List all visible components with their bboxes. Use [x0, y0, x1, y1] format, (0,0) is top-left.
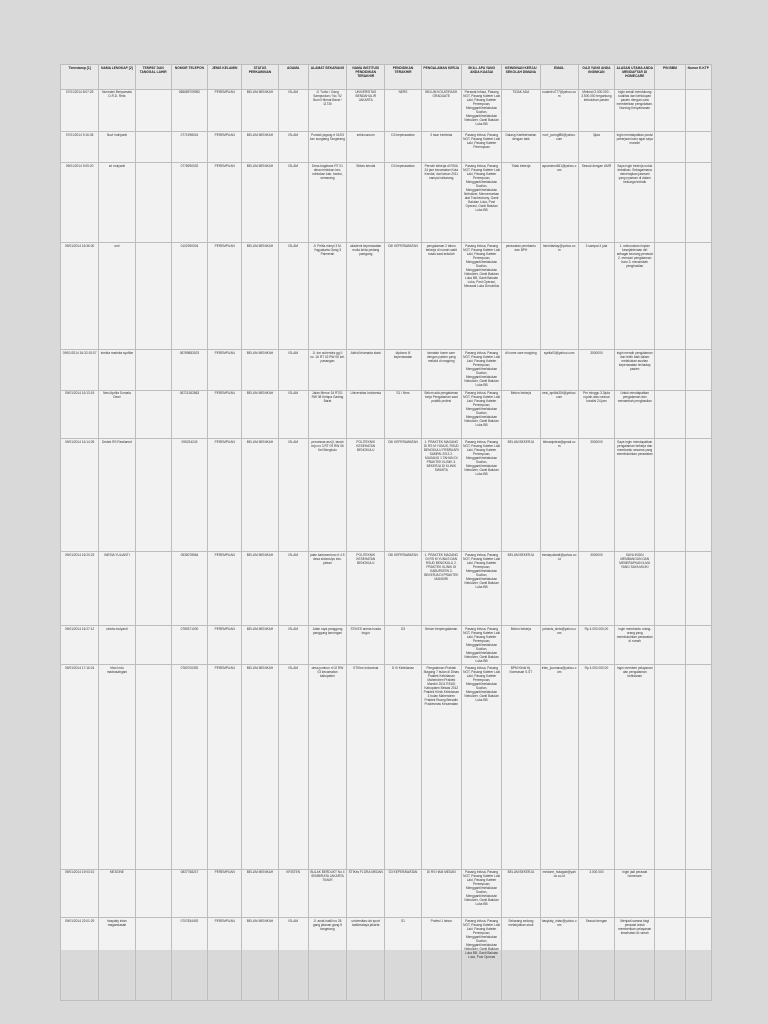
table-cell: PEREMPUAN [208, 439, 242, 552]
table-cell: ISLAM [278, 89, 308, 132]
table-cell: ISLAM [278, 439, 308, 552]
table-cell: Saya ingin bekerja untuk kebaikan, Sebagaimana menerapkan jasmani yang nyaman di dalam keluarga terbaik [615, 162, 655, 243]
table-cell: Pasang Infusa, Pasang NGT, Pasang Kateter Laki Laki, Pasang Kateter Perempuan, Mengganti/melakukan Suction, Mengganti/melakukan Nebulizer, Ganti Balutan Luka BB [461, 869, 501, 918]
table-cell: BULAK BERDUKT No 4 SEMBIRATA JAKARTA TIMUR [308, 869, 346, 918]
table-cell: NERS [385, 89, 421, 132]
table-cell: BELUM MENIKAH [242, 390, 278, 439]
table-cell [135, 89, 171, 132]
table-cell: Belum berpengalaman [421, 626, 461, 665]
table-cell: Dedek RS Restianed [99, 439, 135, 552]
table-cell: Akbid bhamada slawi [347, 349, 385, 390]
column-header: NAMA LENGKAP [2] [99, 65, 135, 90]
table-cell: Belum bekerja [502, 390, 540, 439]
table-row [61, 664, 712, 869]
column-header: TEMPAT DAN TANGGAL LAHIR [135, 65, 171, 90]
table-cell: DIII KEPERAWATAN [385, 551, 421, 626]
table-cell: 09/01/2014 16:20:23 [61, 551, 99, 626]
table-cell: ingin meraih pengalaman dan lebih baik dalam melakukan asuhan keperawatan terhadap pasien [615, 349, 655, 390]
table-cell: Irfan Indo madrasahgani [99, 664, 135, 869]
table-cell: BELUM MENIKAH [242, 664, 278, 869]
table-cell: DI RS HAM MEDAN [421, 869, 461, 918]
table-cell [685, 664, 711, 869]
spreadsheet-page [60, 64, 712, 959]
table-cell: STIKes FLORA MEDAN [347, 869, 385, 918]
table-cell: hasyiaty intan magandasab [99, 918, 135, 1001]
table-cell: syella03@yahoo.com [540, 349, 578, 390]
table-cell: PEREMPUAN [208, 626, 242, 665]
table-cell: Sesuai dengan UMR [578, 162, 614, 243]
table-cell: 09/01/2014 17:16:24 [61, 664, 99, 869]
table-cell: BELUM MENIKAH [242, 349, 278, 390]
table-row [61, 89, 712, 132]
table-cell: 1. PRAKTEK MAGANG DI RS M YUNUS DAN RSUD BENGKULU 2. PRAKTEK KLINIK DI KABUPATEN 3. BEKERJA DI PRAKTEK MANDIRI [421, 551, 461, 626]
column-header: STATUS PERKAWINAN [242, 65, 278, 90]
column-header: JENIS KELAMIN [208, 65, 242, 90]
table-cell: sekincarcom [347, 132, 385, 163]
table-cell [685, 918, 711, 1001]
table-cell: shelda maristia syofilar [99, 349, 135, 390]
table-cell [685, 390, 711, 439]
table-cell: ISLAM [278, 626, 308, 665]
table-cell [655, 89, 685, 132]
table-cell: universitas ubi sport tasikmalaya jakarta [347, 918, 385, 1001]
table-cell: 0707834492 [171, 918, 207, 1001]
table-cell [135, 626, 171, 665]
table-cell: 085689709952 [171, 89, 207, 132]
table-cell: Per minggu 3-5juta rupiah atau sesuai kondisi 24 jam [578, 390, 614, 439]
table-cell: desa jumbun rt 02 RW 03 kecamatan kabupaten [308, 664, 346, 869]
table-cell: 09/01/2014 16:27:12 [61, 626, 99, 665]
table-cell: sri mulyanti [99, 162, 135, 243]
table-cell: Pasang Infusa, Pasang NGT, Pasang Kateter Laki Laki, Pasang Kateter Perempuan, Mengganti/melakukan Suction, Mengganti/melakukan Nebulizer, Ganti Balutan Luka BB [461, 664, 501, 869]
table-cell: ISLAM [278, 390, 308, 439]
table-cell: Ingin mendapatkan posisi pekerjaan baru agar saya mandiri [615, 132, 655, 163]
table-cell: ISLAM [278, 349, 308, 390]
table-cell [135, 869, 171, 918]
table-cell: Nesi Aprilia Sumala Dewi [99, 390, 135, 439]
table-cell: Ingin jadi perawat homecare [615, 869, 655, 918]
column-header: PENGALAMAN KERJA [421, 65, 461, 90]
table-cell [655, 869, 685, 918]
table-cell: PEREMPUAN [208, 132, 242, 163]
column-header: PIN BBM [655, 65, 685, 90]
table-row [61, 390, 712, 439]
table-cell [135, 551, 171, 626]
table-cell: Universitas Indonesia [347, 390, 385, 439]
column-header: Nomor E-KTP [685, 65, 711, 90]
table-cell [135, 918, 171, 1001]
table-cell: BELUM KOLATIRASH GRADUATE [421, 89, 461, 132]
table-cell: BELUM MENIKAH [242, 162, 278, 243]
table-cell [685, 551, 711, 626]
table-cell: perawatan pembantu dan BPH [502, 243, 540, 350]
table-cell: yohanis_sinta@yahoo.com [540, 626, 578, 665]
column-header: KEINGINAN KERJA/ SEKOLAH DIMANA [502, 65, 540, 90]
header-row [61, 65, 712, 90]
table-cell [685, 89, 711, 132]
column-header: Timestamp [1] [61, 65, 99, 90]
table-row [61, 626, 712, 665]
table-cell: Ingin sekali mendukung kualitas dari kehidupan pasien dengan cara memberikan pengobatan. Nursing Kenyamanan [615, 89, 655, 132]
table-cell: POLITEKNIK KESEHATAN BENGKULU [347, 439, 385, 552]
table-cell: 09/01/2014 22:01:29 [61, 918, 99, 1001]
table-cell [685, 869, 711, 918]
table-cell: umi [99, 243, 135, 350]
table-cell [655, 132, 685, 163]
column-header: NAMA INSTITUSI PENDIDIKAN TERAKHIR [347, 65, 385, 90]
table-cell: Jl. Turbo / Gang Sampurdan / No. 92 Bumi Hikmat Barat / 11730 [308, 89, 346, 132]
table-cell: ISLAM [278, 162, 308, 243]
table-cell: 09/01/2014 9:05:20 [61, 162, 99, 243]
table-cell: BELUM MENIKAH [242, 439, 278, 552]
applicant-table [60, 64, 712, 1001]
table-cell: Desa bagelane RT 01 desa mintokan kec. mintokan kab. bantul, semarang [308, 162, 346, 243]
table-cell: Sekarang sedang melanjutkan studi [502, 918, 540, 1001]
table-cell: di home care mapping [502, 349, 540, 390]
table-cell: irfan_joumana@yahoo.com [540, 664, 578, 869]
table-cell: BELUM MENIKAH [242, 869, 278, 918]
table-cell: 0780700392 [171, 664, 207, 869]
table-cell [685, 132, 711, 163]
column-header: ALAMAT SEKARANG [308, 65, 346, 90]
table-row [61, 918, 712, 1001]
table-cell: 3 sampai 4 juta [578, 243, 614, 350]
table-cell: tamatan home care dengan pasien yang melalui di mapping [421, 349, 461, 390]
table-cell: Pasang Infusa, Pasang NGT, Pasang Kateter Laki Laki, Pasang Kateter Perempuan, Mengganti/melakukan Suction, Mengganti/melakukan Nebulizer, Mencemarkan alat Tracheotomy, Ganti Balutan Luka, Post Operasi, Ganti Balutan Luka BB [461, 162, 501, 243]
table-cell: DIII KEPERAWATAN [385, 243, 421, 350]
table-cell: BELUM MENIKAH [242, 243, 278, 350]
column-header: AGAMA [278, 65, 308, 90]
table-cell: TIDAK ADA [502, 89, 540, 132]
table-cell: INESIA YULIANTI [99, 551, 135, 626]
table-cell: pengalaman 2 tahun bekerja di rumah sakit rusak saat sekolah [421, 243, 461, 350]
table-cell: 0535078564 [171, 551, 207, 626]
table-cell: Dalang Kartiberbakan dengan baik [502, 132, 540, 163]
table-cell: Jl. Pelita mimpi 3 M. Yogyakarta Gang 3 Palmerah [308, 243, 346, 350]
table-cell: Menjadi sarana bagi perawat untuk memberikan pelayanan kesehatan di rumah [615, 918, 655, 1001]
table-cell: sinnta mulyanti [99, 626, 135, 665]
table-cell: Pasang Infusa, Pasang NGT, Pasang Kateter Laki Laki, Pasang Kateter Perempuan, Mengganti/melakukan Suction, Mengganti/melakukan Nebulizer, Ganti Balutan Luka BB [461, 439, 501, 552]
table-cell: hennitaelay@yahoo.com [540, 243, 578, 350]
table-cell [655, 551, 685, 626]
table-cell: Ingin memberi pelayanan dan pengalaman kebidanan [615, 664, 655, 869]
table-cell [655, 626, 685, 665]
table-cell: 0837768247 [171, 869, 207, 918]
table-cell: MEDONE [99, 869, 135, 918]
table-cell: Profesi 1 tahun [421, 918, 461, 1001]
table-cell: 095234243 [171, 439, 207, 552]
table-cell: 09/01/2014 19:03:10 [61, 869, 99, 918]
table-cell: Nurmaini Benyamala D.R.D. Rela [99, 89, 135, 132]
table-cell [135, 162, 171, 243]
table-cell: 07/01/2014 9:16:35 [61, 132, 99, 163]
table-cell: STIKES anima husda bogor [347, 626, 385, 665]
table-cell: 0789371000 [171, 626, 207, 665]
table-cell: Untuk mendapatkan pengalaman dan menambah penghasilan [615, 390, 655, 439]
table-cell: ayuamenc861@yahoo.com [540, 162, 578, 243]
table-body [61, 89, 712, 1000]
table-cell [655, 918, 685, 1001]
table-cell: 08789883023 [171, 349, 207, 390]
column-header: NOMOR TELEPON [171, 65, 207, 90]
table-cell [135, 664, 171, 869]
table-cell: Belum ada pengalaman kerja Pengalaman saat praktik profesi [421, 390, 461, 439]
table-cell: BELUM MENIKAH [242, 132, 278, 163]
table-cell: Jl. ton suhendra gg II no. 16 RT 02 RW 06 kel. pasangan [308, 349, 346, 390]
table-cell: Stikes kendal [347, 162, 385, 243]
table-cell: 3000000 [578, 551, 614, 626]
table-cell: Pasang Infusa, Pasang NGT, Pasang Kateter Laki Laki, Pasang Kateter Perempuan, Mengganti/melakukan Suction, Mengganti/melakukan Nebulizer, Ganti Balutan Luka BB, Ganti Balutan Luka, Post Operasi [461, 918, 501, 1001]
table-cell: Pengalaman Praktek Magang 7 bulan di Dinas Praktek Kebidanan Mahendren Praktek Mandiri 2011 RSUD Kabupaten Bekasi 2012 Praktek Klinik Kebidanan 3 bulan Mahendren Praktek Ruang Bersalin Puskesmas Kecamatan [421, 664, 461, 869]
table-cell [685, 162, 711, 243]
table-cell: ISLAM [278, 132, 308, 163]
table-cell: hasyiaty_intan@yahoo.com [540, 918, 578, 1001]
table-cell: BELUM BEKERJA [502, 869, 540, 918]
table-cell: Saya ingin mendapatkan pengalaman bekerja dan membantu sesama yang membutuhkan perawatan [615, 439, 655, 552]
table-cell: STIKes Indonesia [347, 664, 385, 869]
table-cell: PEREMPUAN [208, 89, 242, 132]
table-cell: PEREMPUAN [208, 162, 242, 243]
table-cell: ISLAM [278, 243, 308, 350]
table-cell: POLITEKNIK KESEHATAN BENGKULU [347, 551, 385, 626]
table-cell: SAYA INGIN MEMBANGUN DAN MENERAPKAN ILMU YANG SAYA MILIKI [615, 551, 655, 626]
table-cell: 1. PRAKTEK MAGANG DI RS M YUNUS, RSUD BENGKULU PEBRUARI SAMPAI 2013 2. MAGANG 1 TAHUN DI PRAKTEK KLINIK 3. BEKERJA DI KLINIK SWASTA [421, 439, 461, 552]
table-cell: BELUM BEKERJA [502, 439, 540, 552]
table-cell: 09/01/2014 16:32:15:07 [61, 349, 99, 390]
table-cell: 1. meluruskan impian kesejahteraan diri sebagai seorang perawat 2. mencari pengalaman baru 3. menambah penghasilan [615, 243, 655, 350]
table-cell [135, 132, 171, 163]
table-cell: PEREMPUAN [208, 243, 242, 350]
table-cell: PEREMPUAN [208, 349, 242, 390]
table-cell: ISLAM [278, 551, 308, 626]
table-row [61, 869, 712, 918]
table-cell: 09/01/2014 16:36:30 [61, 243, 99, 350]
table-cell: Pernah bekerja di RSIA 24 jam kecamatan Kota Kendal, dari tahun 2011 sampai sekarang [421, 162, 461, 243]
table-cell [685, 349, 711, 390]
table-cell [685, 439, 711, 552]
table-cell: nesi_aprilia304@yahoo.com [540, 390, 578, 439]
table-cell: 3 taun berbelas [421, 132, 461, 163]
table-cell: Rp 4.000.000,00 [578, 626, 614, 665]
table-cell: Belum bekerja [502, 626, 540, 665]
table-cell: akademi keperawatan mulia krida pedang pamgang [347, 243, 385, 350]
table-cell [135, 243, 171, 350]
table-cell: Perawat Infusa, Pasang NGT, Pasang Kateter Laki Laki, Pasang Kateter Perempuan, Mengganti/melakukan Suction, Mengganti/melakukan Nebulizer, Ganti Balutan Luka BB [461, 89, 501, 132]
table-cell: 0771998024 [171, 132, 207, 163]
table-cell: Novi Indriyanti [99, 132, 135, 163]
table-cell: Pondok jagang rt 01/03 kec sungtang Tangerang [308, 132, 346, 163]
table-cell [685, 626, 711, 665]
table-cell: BELUM MENIKAH [242, 89, 278, 132]
table-cell [135, 390, 171, 439]
table-cell: diploma III keperawatan [385, 349, 421, 390]
column-header: ALASAN UTAMA ANDA MENDAFTAR DI HOMECARE [615, 65, 655, 90]
table-cell: 0102390004 [171, 243, 207, 350]
column-header: SKILL APA YANG ANDA KUASAI [461, 65, 501, 90]
table-cell: 09/01/2014 16:14:25 [61, 439, 99, 552]
table-cell: BPM Klinik Hj. Normasari S.ST [502, 664, 540, 869]
table-cell: ISLAM [278, 918, 308, 1001]
table-cell: PEREMPUAN [208, 918, 242, 1001]
table-cell: DIII KEPERAWATAN [385, 439, 421, 552]
table-cell: 08721362863 [171, 390, 207, 439]
table-cell [655, 439, 685, 552]
table-cell: inesiayulianti@yahoo.co.id [540, 551, 578, 626]
column-header: EMAIL [540, 65, 578, 90]
table-cell: 3.000.000 [578, 869, 614, 918]
table-cell: PEREMPUAN [208, 551, 242, 626]
table-cell: KRISTEN [278, 869, 308, 918]
table-cell: PEREMPUAN [208, 869, 242, 918]
table-cell: Pasang Infusa, Pasang NGT, Pasang Kateter Laki Laki, Pasang Kateter Perempuan [461, 132, 501, 163]
table-cell [655, 349, 685, 390]
table-cell: D3 keperawatan [385, 162, 421, 243]
table-cell: medone_hutagari@yahoo.co.id [540, 869, 578, 918]
table-cell [135, 439, 171, 552]
table-cell: Pasang Infusa, Pasang NGT, Pasang Kateter Laki Laki, Pasang Kateter Perempuan, Mengganti/melakukan Suction, Mengganti/melakukan Nebulizer, Ganti Balutan Luka BB [463, 627, 501, 664]
table-cell: Rp 4.000.000,00 [578, 664, 614, 869]
table-cell: Pasang Infusa, Pasang NGT, Pasang Kateter Laki Laki, Pasang Kateter Perempuan, Mengganti/melakukan Suction, Mengganti/melakukan Nebulizer, Ganti Balutan Luka BB [461, 349, 501, 390]
table-cell: ISLAM [278, 664, 308, 869]
table-cell: UNIVERSITAS BENDAHULIR JAKARTA [347, 89, 385, 132]
table-cell: 3juta [578, 132, 614, 163]
table-cell: S1 / Ners [385, 390, 421, 439]
table-row [61, 243, 712, 350]
table-cell: 09/01/2014 16:13:15 [61, 390, 99, 439]
table-cell: D3 [385, 626, 421, 665]
table-row [61, 439, 712, 552]
table-cell: S1 [385, 918, 421, 1001]
table-cell [135, 349, 171, 390]
table-cell: Pasang Infusa, Pasang NGT, Pasang Kateter Laki Laki, Pasang Kateter Perempuan, Mengganti/melakukan Suction, Mengganti/melakukan Nebulizer, Ganti Balutan Luka BB [461, 390, 501, 439]
table-row [61, 551, 712, 626]
table-cell: BELUM MENIKAH [242, 551, 278, 626]
table-cell: Jl. anak hakill no 28 gang jalanan gang 5 tangerang [308, 918, 346, 1001]
table-cell: nuaimiru777@yahoo.com [540, 89, 578, 132]
column-header: GAJI YANG ANDA INGINKAN [578, 65, 614, 90]
table-cell: Minimal 3.000.000 - 3.500.000 tergantung kebutuhan pasien [578, 89, 614, 132]
table-cell: 07/01/2014 8:07:25 [61, 89, 99, 132]
table-cell: Tidak bekerja [502, 162, 540, 243]
column-header: PENDIDIKAN TERAKHIR [385, 65, 421, 90]
table-cell: BELUM MENIKAH [242, 918, 278, 1001]
table-cell: PEREMPUAN [208, 664, 242, 869]
table-cell: Jalan Menur 34 RT01 RW 08 Kelapa Gading Barat [308, 390, 346, 439]
table-row [61, 162, 712, 243]
table-cell: novi_yonsgf86@yahoo.com [540, 132, 578, 163]
table-row [61, 132, 712, 163]
table-cell [685, 243, 711, 350]
table-cell: BELUM BEKERJA [502, 551, 540, 626]
table-cell: D3 KEPERAWATAN [385, 869, 421, 918]
table-cell: D3 keperawatan [385, 132, 421, 163]
table-cell: Jalan raya panggung panggung lamongan [308, 626, 346, 665]
table-cell: PEREMPUAN [208, 390, 242, 439]
table-row [61, 349, 712, 390]
table-cell [655, 664, 685, 869]
table-cell: Pasang Infusa, Pasang NGT, Pasang Kateter Laki Laki, Pasang Kateter Perempuan, Mengganti/melakukan Suction, Mengganti/melakukan Nebulizer, Ganti Balutan Luka BB, Ganti Balutan Luka, Post Operasi, Merawat Luka Decubitus [461, 243, 501, 350]
table-cell [655, 162, 685, 243]
table-cell: 0778990032 [171, 162, 207, 243]
table-cell: Pasang Infusa, Pasang NGT, Pasang Kateter Laki Laki, Pasang Kateter Perempuan, Mengganti/melakukan Suction, Mengganti/melakukan Nebulizer, Ganti Balutan Luka BB [461, 551, 501, 626]
table-cell: jalan kartosentono rt 4 5 desa sidomulyo kec. pekan [308, 551, 346, 626]
table-cell [655, 390, 685, 439]
table-cell: bibrastpdeai@gmail.com [540, 439, 578, 552]
table-cell: Ingin membantu orang-orang yang membutuhkan perawatan di rumah [615, 626, 655, 665]
table-cell: Sesuai dengan [578, 918, 614, 1001]
table-cell: BELUM MENIKAH [242, 626, 278, 665]
table-cell: perumnas asri jl. tanah rejo no 3 RT 09 RW 06 Kel Bengkulu [308, 439, 346, 552]
table-cell: D III Kebidanan [385, 664, 421, 869]
table-cell: 3000000 [578, 349, 614, 390]
table-cell [655, 243, 685, 350]
table-cell: 3000000 [578, 439, 614, 552]
